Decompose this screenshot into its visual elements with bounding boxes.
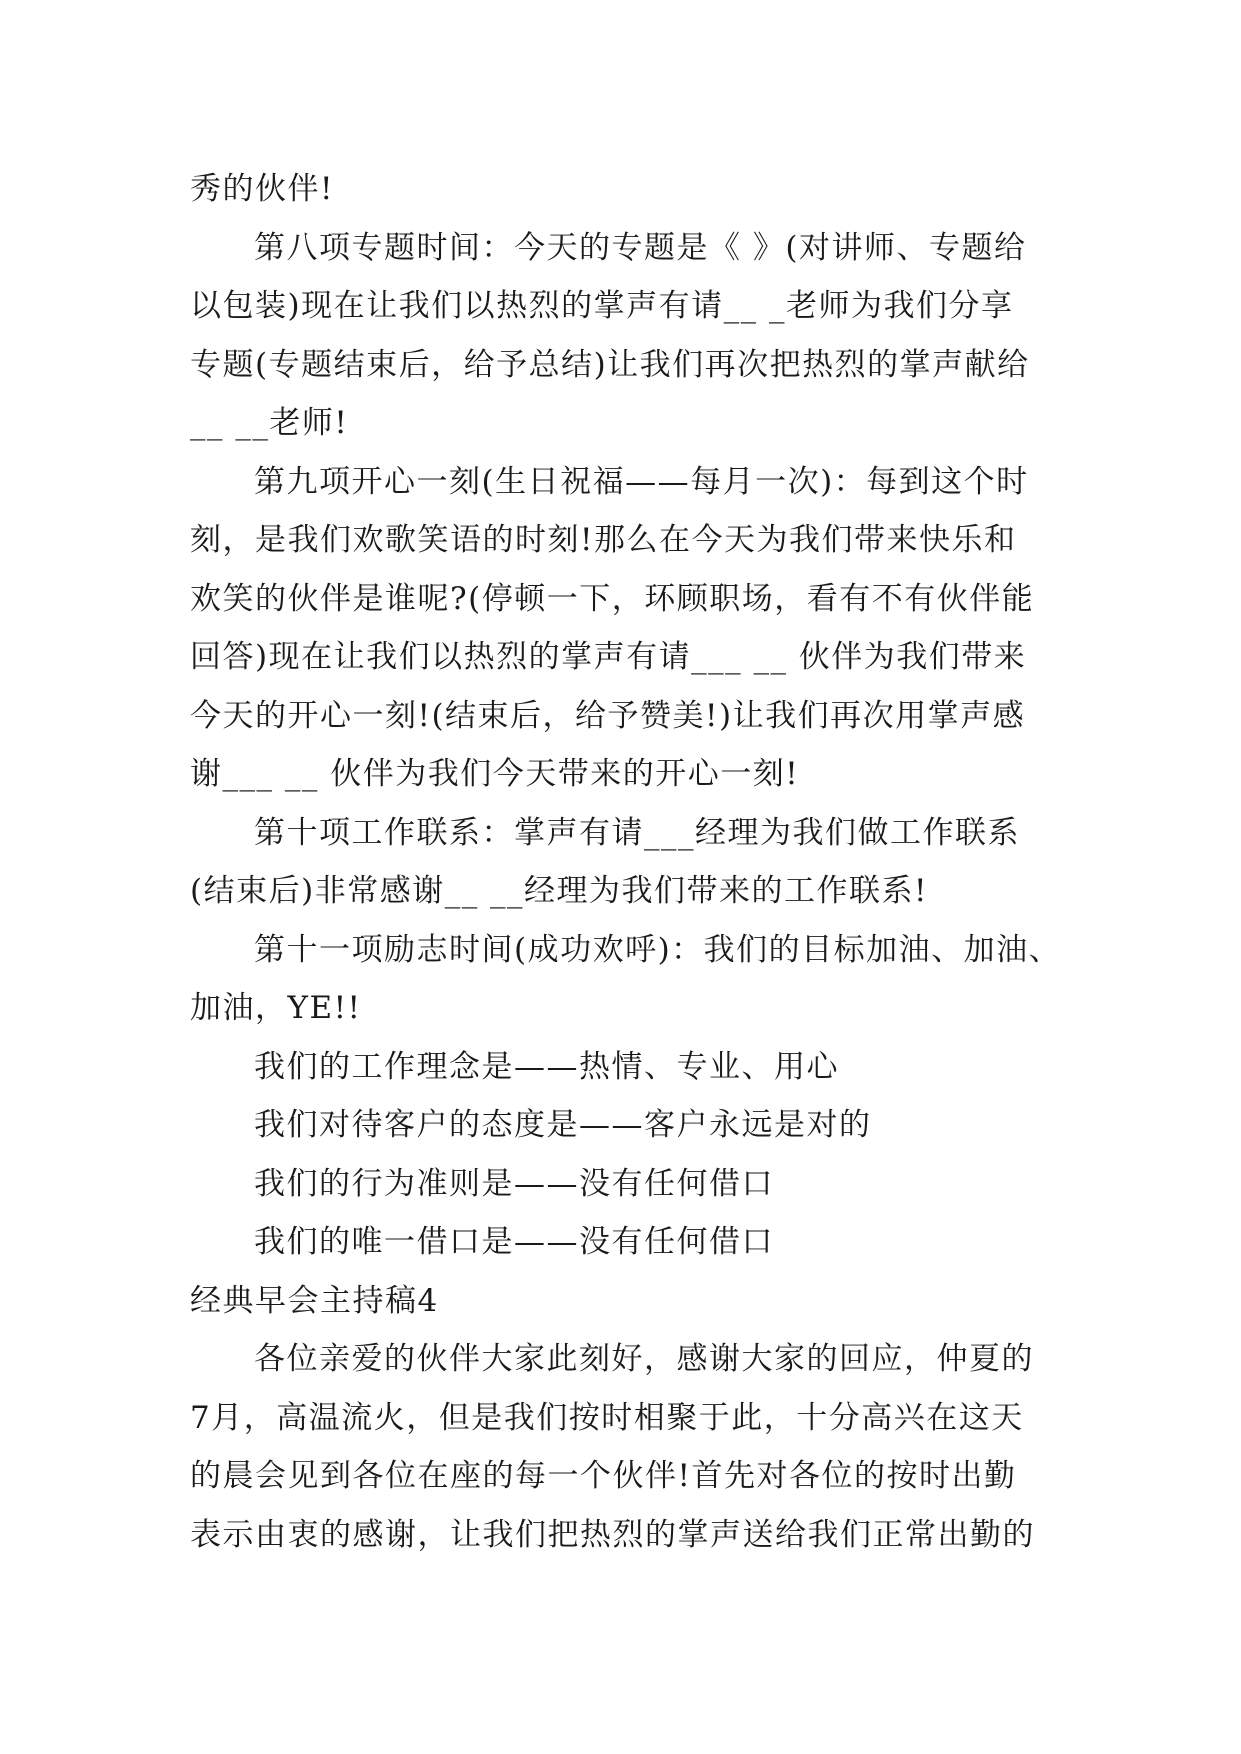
text-line: 的晨会见到各位在座的每一个伙伴!首先对各位的按时出勤: [190, 1458, 1017, 1494]
paragraph-item-8: 第八项专题时间：今天的专题是《 》(对讲师、专题给: [254, 229, 1027, 266]
slogan-line: 我们的唯一借口是——没有任何借口: [254, 1224, 774, 1260]
section-heading: 经典早会主持稿4: [190, 1282, 439, 1319]
text-line: 欢笑的伙伴是谁呢?(停顿一下，环顾职场，看有不有伙伴能: [190, 580, 1035, 617]
text-line: 秀的伙伴!: [190, 171, 334, 207]
text-line: __ __老师!: [190, 405, 349, 441]
document-body: [190, 160, 1060, 1564]
text-line: 刻，是我们欢歌笑语的时刻!那么在今天为我们带来快乐和: [190, 522, 1017, 558]
text-line: 7月，高温流火，但是我们按时相聚于此，十分高兴在这天: [190, 1399, 1024, 1436]
text-line: 谢___ __ 伙伴为我们今天带来的开心一刻!: [190, 756, 800, 792]
text-line: 以包装)现在让我们以热烈的掌声有请__ _老师为我们分享: [190, 288, 1014, 324]
text-line: (结束后)非常感谢__ __经理为我们带来的工作联系!: [190, 873, 928, 909]
text-line: 表示由衷的感谢，让我们把热烈的掌声送给我们正常出勤的: [190, 1516, 1035, 1553]
paragraph-item-9: 第九项开心一刻(生日祝福——每月一次)：每到这个时: [254, 463, 1029, 500]
text-line: 回答)现在让我们以热烈的掌声有请___ __ 伙伴为我们带来: [190, 639, 1027, 675]
text-line: 专题(专题结束后，给予总结)让我们再次把热烈的掌声献给: [190, 346, 1030, 383]
paragraph-item-11: 第十一项励志时间(成功欢呼)：我们的目标加油、加油、: [254, 931, 1062, 968]
paragraph-item-10: 第十项工作联系：掌声有请___经理为我们做工作联系: [254, 814, 1020, 851]
paragraph-start: 各位亲爱的伙伴大家此刻好，感谢大家的回应，仲夏的: [254, 1341, 1034, 1377]
slogan-line: 我们对待客户的态度是——客户永远是对的: [254, 1107, 872, 1143]
text-line: 今天的开心一刻!(结束后，给予赞美!)让我们再次用掌声感: [190, 697, 1026, 734]
text-line: 加油，YE!!: [190, 990, 362, 1026]
slogan-line: 我们的行为准则是——没有任何借口: [254, 1165, 774, 1202]
slogan-line: 我们的工作理念是——热情、专业、用心: [254, 1048, 839, 1085]
